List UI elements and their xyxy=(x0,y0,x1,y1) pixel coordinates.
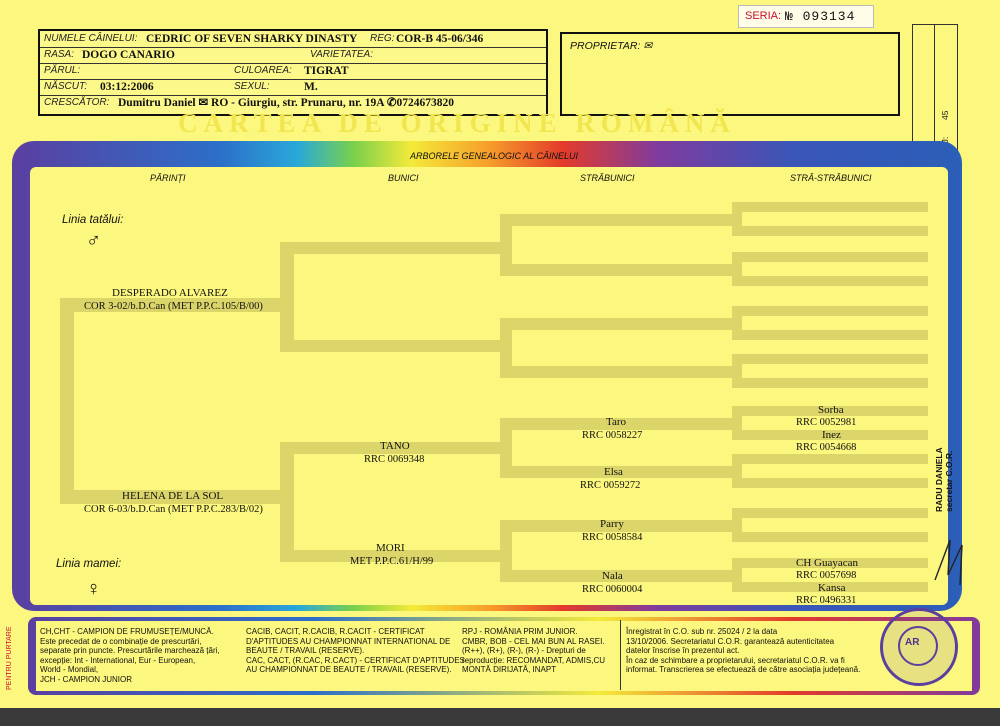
footer-c2-line: CAC, CACT, (R.CAC, R.CACT) - CERTIFICAT D'APTITUDES xyxy=(246,655,465,665)
owner-box xyxy=(560,32,900,116)
g6-branch xyxy=(732,330,928,340)
footer-c2-line: BEAUTE / TRAVAIL (RESERVE). xyxy=(246,646,365,655)
ggp2-branch xyxy=(500,264,740,276)
footer-col4 xyxy=(626,627,860,675)
sire-reg: COR 3-02/b.D.Can (MET P.P.C.105/B/00) xyxy=(84,301,263,312)
signer-title: secretar C.O.R. xyxy=(944,450,954,512)
dam-reg: COR 6-03/b.D.Can (MET P.P.C.283/B/02) xyxy=(84,504,263,515)
mother-line-label: Linia mamei: xyxy=(56,558,122,570)
root-branch xyxy=(60,298,74,504)
footer-col2 xyxy=(246,627,465,675)
ggp6-reg: RRC 0059272 xyxy=(580,480,641,491)
hair-label: PĂRUL: xyxy=(44,65,81,76)
footer-c1-line: Este precedat de o combinație de prescurtări, xyxy=(40,636,202,646)
footer-c3-line: RPJ - ROMÂNIA PRIM JUNIOR. xyxy=(462,627,578,636)
g15-name: CH Guayacan xyxy=(796,557,859,569)
col-great: STRĂBUNICI xyxy=(580,173,635,183)
hair-row xyxy=(40,63,546,80)
tree-title: ARBORELE GENEALOGIC AL CÂINELUI xyxy=(410,151,579,161)
dam-name: HELENA DE LA SOL xyxy=(122,490,224,502)
footer-c3-line: (R++), (R+), (R-), (R-) - Drepturi de xyxy=(462,646,586,655)
dog-reg: COR-B 45-06/346 xyxy=(396,33,484,45)
serial-number: № 093134 xyxy=(785,9,856,24)
dam-fork xyxy=(280,452,294,552)
footer-c1-line: excepție: Int - International, Eur - European, xyxy=(40,655,196,665)
ggp8-reg: RRC 0060004 xyxy=(582,584,643,595)
footer-c1-line: World - Mondial, xyxy=(40,665,99,674)
dog-details-box xyxy=(38,29,548,116)
g11-branch xyxy=(732,454,928,464)
col-grandparents: BUNICI xyxy=(388,173,419,183)
g16-reg: RRC 0496331 xyxy=(796,595,857,606)
g10-reg: RRC 0054668 xyxy=(796,442,857,453)
dog-color: TIGRAT xyxy=(304,65,349,77)
dog-breeder: Dumitru Daniel ✉ RO - Giurgiu, str. Prunaru, nr. 19A ✆0724673820 xyxy=(118,97,454,109)
ggp6-name: Elsa xyxy=(604,466,623,478)
sex-label: SEXUL: xyxy=(234,81,270,92)
g8-branch xyxy=(732,378,928,388)
gp3-name: TANO xyxy=(380,440,410,452)
born-row xyxy=(40,79,546,96)
g14-branch xyxy=(732,532,928,542)
ggp4-branch xyxy=(500,366,740,378)
father-line-label: Linia tatălui: xyxy=(62,214,124,226)
g12-branch xyxy=(732,478,928,488)
g2-branch xyxy=(732,226,928,236)
footer-c1-line: separate prin puncte. Prescurtările marchează țări, xyxy=(40,646,220,655)
stamp-text: AR xyxy=(905,637,920,648)
variety-label: VARIETATEA: xyxy=(310,49,373,60)
footer-c2-line: D'APTITUDES AU CHAMPIONNAT INTERNATIONAL DE xyxy=(246,636,451,646)
g10-name: Inez xyxy=(822,429,841,441)
dog-sex: M. xyxy=(304,81,318,93)
signature-mark xyxy=(930,530,970,590)
breed-row xyxy=(40,47,546,64)
footer-c1-line: JCH - CAMPION JUNIOR xyxy=(40,674,132,684)
serial-label: SERIA: xyxy=(745,10,782,22)
footer-c3-line: CMBR, BOB - CEL MAI BUN AL RASEI. xyxy=(462,636,605,646)
name-label: NUMELE CÂINELUI: xyxy=(44,33,138,44)
owner-label: PROPRIETAR: ✉ xyxy=(570,40,653,52)
ggp5-name: Taro xyxy=(606,416,626,428)
footer-side-label: PENTRU PURTARE xyxy=(6,626,13,690)
name-row xyxy=(40,31,546,48)
dog-breed: DOGO CANARIO xyxy=(82,49,175,61)
footer-c4-line: 13/10/2006. Secretariatul C.O.R. garantează autenticitatea xyxy=(626,636,835,646)
color-label: CULOAREA: xyxy=(234,65,292,76)
gp1-branch xyxy=(280,242,510,254)
footer-c3-line: MONTĂ DIRIJATĂ, INAPT xyxy=(462,665,557,674)
footer-c4-line: În caz de schimbare a proprietarului, secretariatul C.O.R. va fi xyxy=(626,655,845,665)
footer-c2-line: AU CHAMPIONNAT DE BEAUTE / TRAVAIL (RESERVE). xyxy=(246,665,452,674)
ggp7-name: Parry xyxy=(600,518,624,530)
footer-c1-line: CH,CHT - CAMPION DE FRUMUSEȚE/MUNCĂ. xyxy=(40,627,214,636)
footer-col3 xyxy=(462,627,605,675)
footer-c4-line: informat. Transcrierea se efectuează de către asociația județeană. xyxy=(626,665,861,674)
g1-branch xyxy=(732,202,928,212)
ggp8-name: Nala xyxy=(602,570,623,582)
tattoo-value: 45 xyxy=(940,110,950,120)
dog-name: CEDRIC OF SEVEN SHARKY DINASTY xyxy=(146,33,358,45)
g3-branch xyxy=(732,252,928,262)
signer-name: RADU DANIELA xyxy=(934,447,944,512)
ggp5-reg: RRC 0058227 xyxy=(582,430,643,441)
gp4-name: MORI xyxy=(376,542,405,554)
footer-c2-line: CACIB, CACIT, R.CACIB, R.CACIT - CERTIFICAT xyxy=(246,627,425,636)
breeder-label: CRESCĂTOR: xyxy=(44,97,110,108)
g16-name: Kansa xyxy=(818,582,846,594)
scan-edge xyxy=(0,708,1000,726)
ggp1-branch xyxy=(500,214,740,226)
ggp7-reg: RRC 0058584 xyxy=(582,532,643,543)
gp2-branch xyxy=(280,340,510,352)
reg-label: REG: xyxy=(370,33,395,44)
g13-branch xyxy=(732,508,928,518)
g15-reg: RRC 0057698 xyxy=(796,570,857,581)
footer-c4-line: datelor înscrise în prezentul act. xyxy=(626,646,740,655)
g9-name: Sorba xyxy=(818,404,844,416)
gp4-reg: MET P.P.C.61/H/99 xyxy=(350,556,434,567)
sire-name: DESPERADO ALVAREZ xyxy=(112,287,228,299)
col-great2: STRĂ-STRĂBUNICI xyxy=(790,173,872,183)
g9-reg: RRC 0052981 xyxy=(796,417,857,428)
footer-c4-line: Înregistrat în C.O. sub nr. 25024 / 2 la data xyxy=(626,627,778,636)
g5-branch xyxy=(732,306,928,316)
male-symbol-icon: ♂ xyxy=(86,230,101,252)
serial-number-box xyxy=(738,5,874,28)
sire-fork xyxy=(280,242,294,342)
born-label: NĂSCUT: xyxy=(44,81,88,92)
breed-label: RASA: xyxy=(44,49,75,60)
gp3-reg: RRC 0069348 xyxy=(364,454,425,465)
g7-branch xyxy=(732,354,928,364)
footer-c3-line: reproducție: RECOMANDAT, ADMIS,CU xyxy=(462,655,605,665)
g4-branch xyxy=(732,276,928,286)
title-watermark: CARTEA DE ORIGINE ROMÂNĂ xyxy=(178,108,736,138)
footer-col1 xyxy=(40,627,220,684)
ggp3-branch xyxy=(500,318,740,330)
female-symbol-icon: ♀ xyxy=(86,578,101,600)
col-parents: PĂRINȚI xyxy=(150,173,186,183)
dog-born: 03:12:2006 xyxy=(100,81,154,93)
